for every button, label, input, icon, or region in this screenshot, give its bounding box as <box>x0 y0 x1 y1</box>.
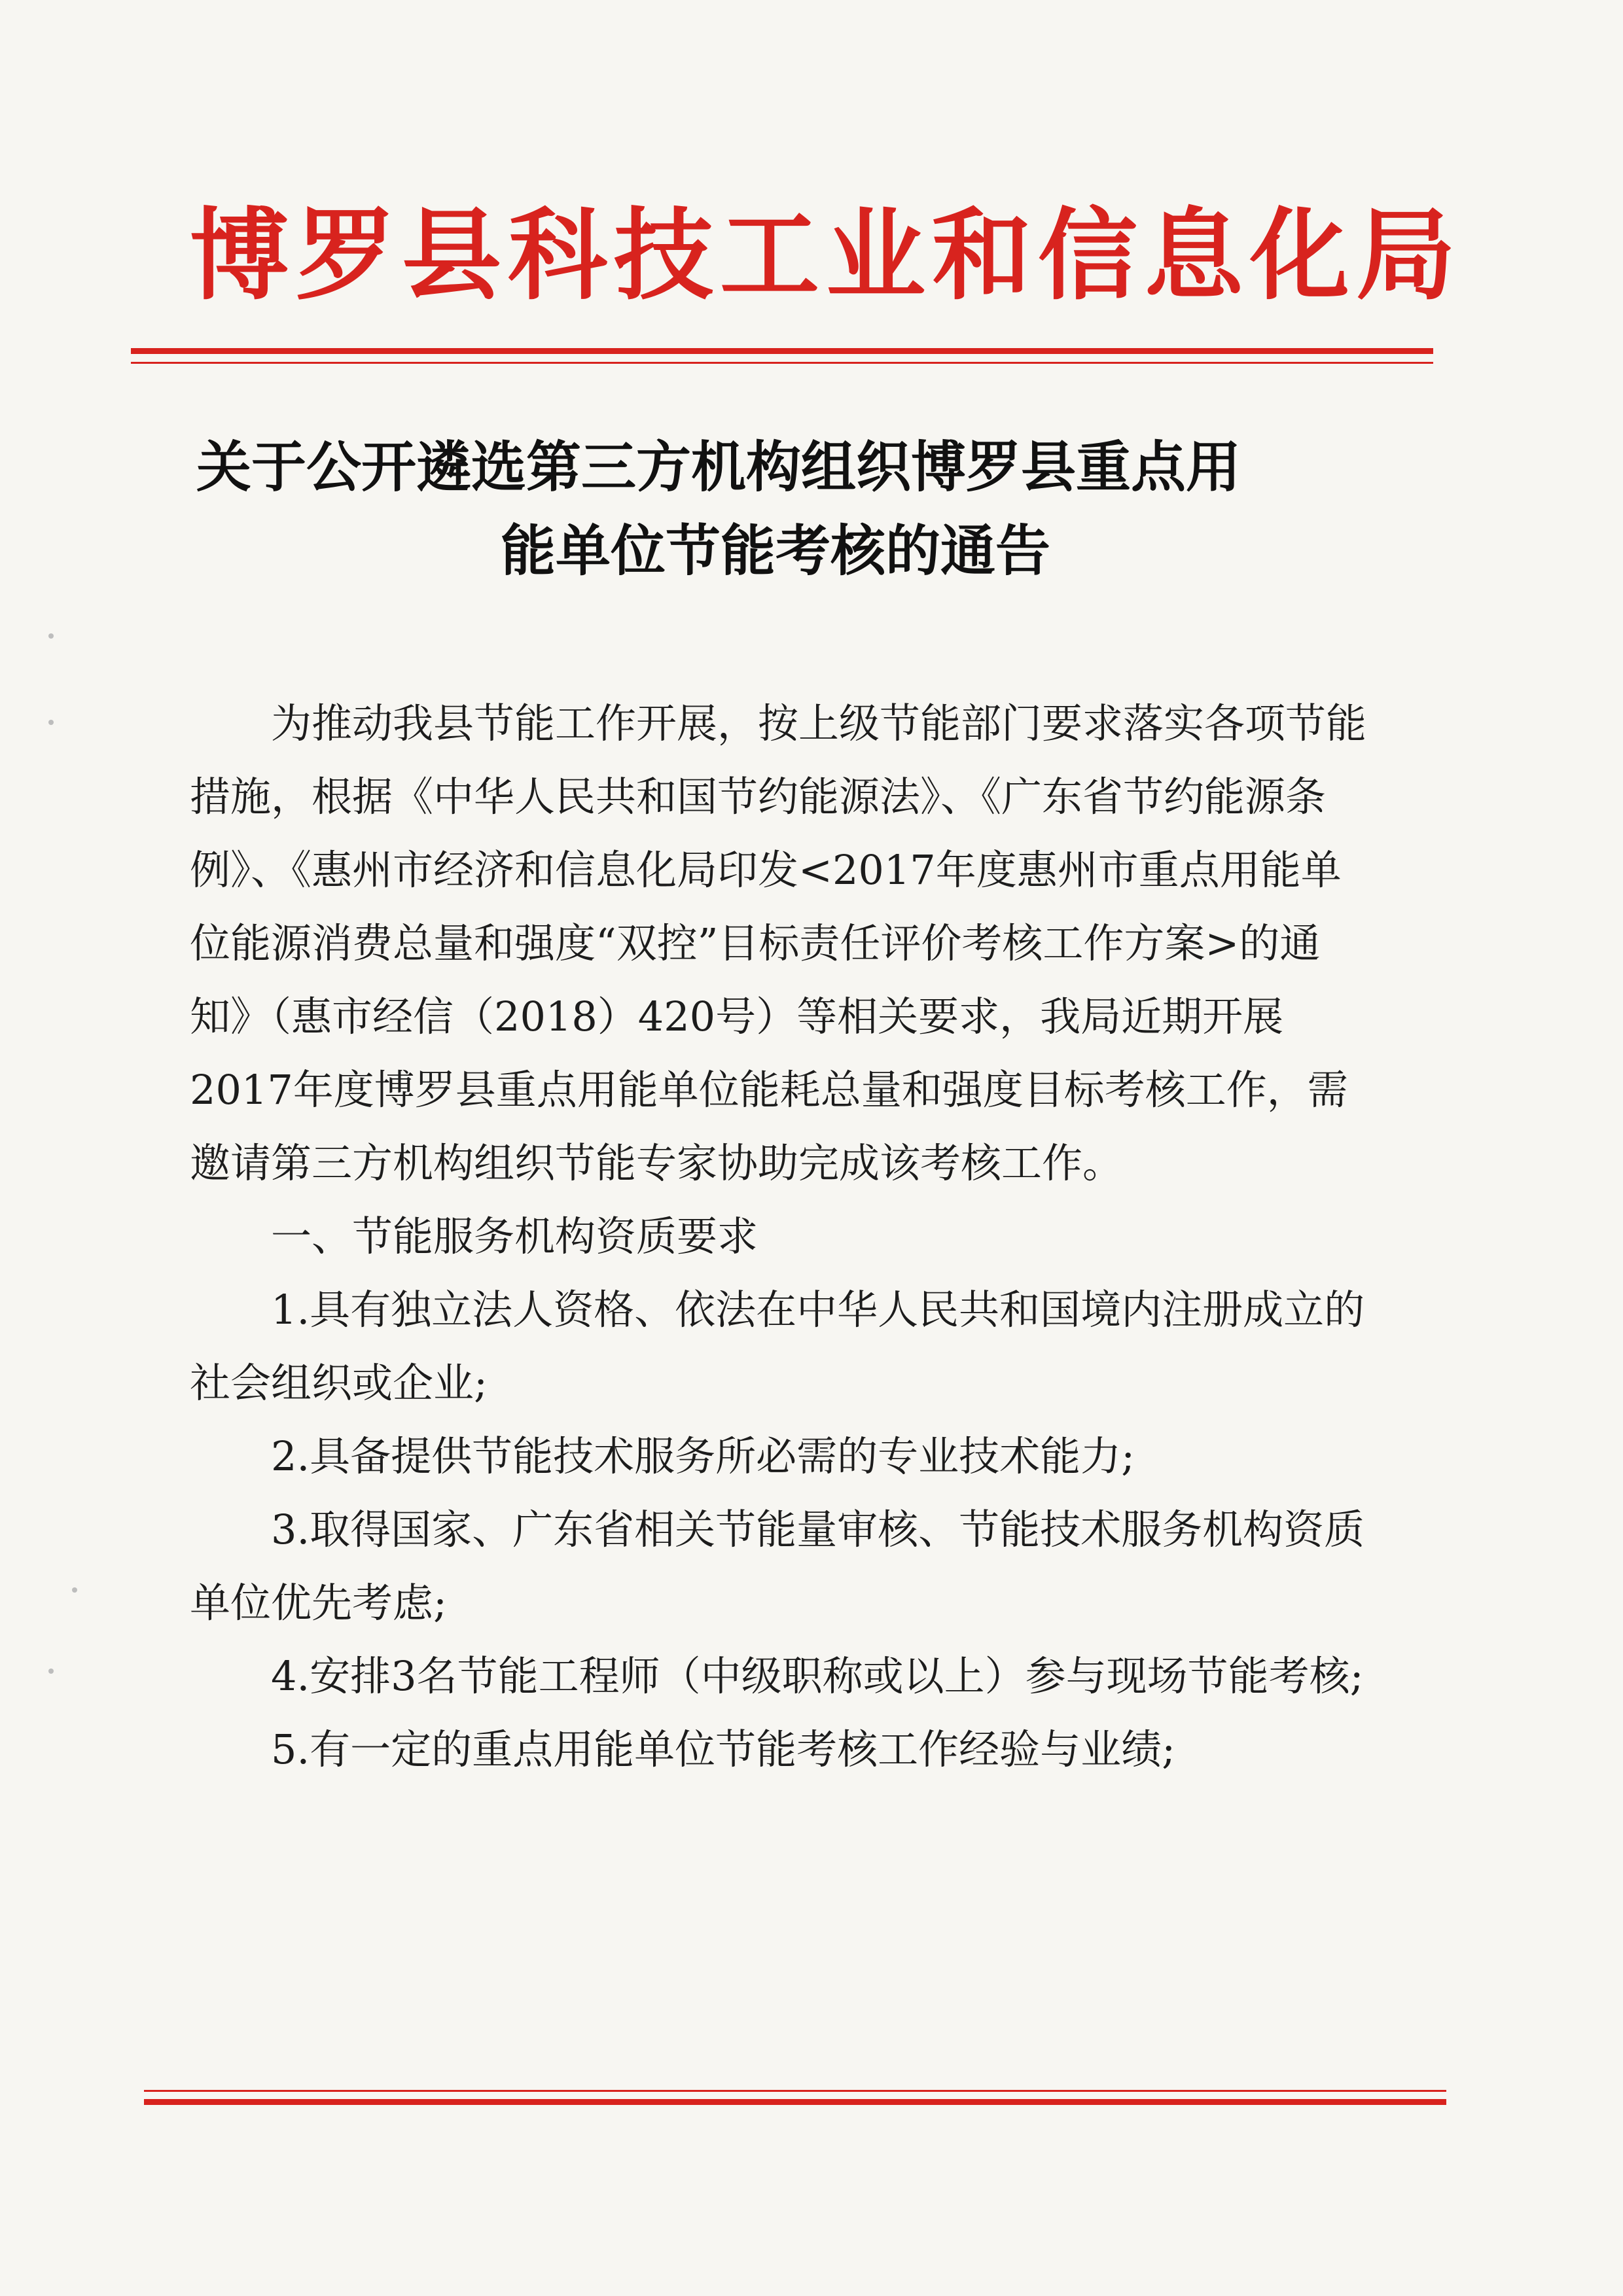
scan-speck <box>48 1669 54 1674</box>
requirement-item: 1.具有独立法人资格、依法在中华人民共和国境内注册成立的社会组织或企业; <box>190 1286 1365 1407</box>
requirement-item: 2.具备提供节能技术服务所必需的专业技术能力; <box>271 1432 1135 1480</box>
agency-header: 博罗县科技工业和信息化局 <box>190 196 1462 313</box>
requirement-item: 3.取得国家、广东省相关节能量审核、节能技术服务机构资质单位优先考虑; <box>190 1506 1365 1627</box>
requirement-item: 4.安排3名节能工程师（中级职称或以上）参与现场节能考核; <box>271 1652 1364 1700</box>
intro-paragraph: 为推动我县节能工作开展，按上级节能部门要求落实各项节能措施，根据《中华人民共和国节约能源法》、《广东省节约能源条例》、《惠州市经济和信息化局印发<2017年度惠州市重点用能单位能源消费总量和强度“双控”目标责任评价考核工作方案>的通知》（惠市经信（2018）420号）等相关要求，我局近期开展2017年度博罗县重点用能单位能耗总量和强度目标考核工作，需邀请第三方机构组织节能专家协助完成该考核工作。 <box>190 699 1367 1187</box>
header-red-rule-thick <box>131 348 1433 354</box>
footer-red-rule-thick <box>144 2099 1446 2105</box>
scan-speck <box>72 1587 77 1593</box>
notice-title-line-2: 能单位节能考核的通告 <box>501 519 1051 583</box>
requirement-item: 5.有一定的重点用能单位节能考核工作经验与业绩; <box>271 1725 1176 1773</box>
notice-title-line-1: 关于公开遴选第三方机构组织博罗县重点用 <box>196 435 1241 499</box>
footer-red-rule-thin <box>144 2090 1446 2092</box>
scan-speck <box>48 720 54 725</box>
notice-title <box>196 425 1440 593</box>
notice-body <box>190 687 1368 1786</box>
scan-speck <box>48 633 54 639</box>
section-heading-qualifications: 一、节能服务机构资质要求 <box>271 1212 758 1260</box>
header-red-rule-thin <box>131 362 1433 364</box>
